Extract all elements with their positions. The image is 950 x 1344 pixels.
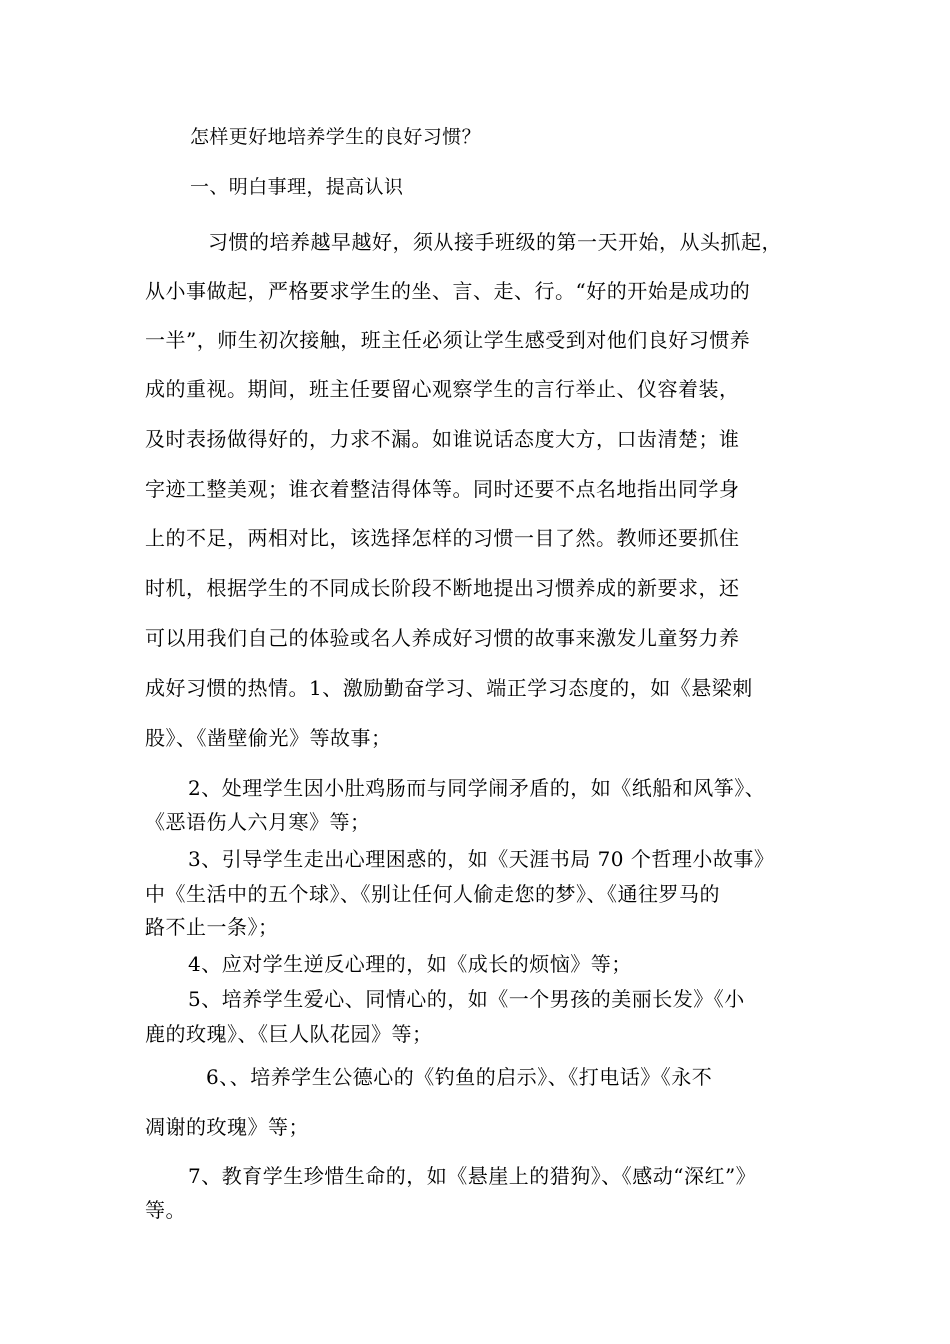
- list-item-line: 凋谢的玫瑰》等；: [145, 1115, 309, 1139]
- list-item-line: 中《生活中的五个球》、《别让任何人偷走您的梦》、《通往罗马的: [145, 882, 720, 906]
- list-item-line: 4、应对学生逆反心理的，如《成长的烦恼》等；: [188, 952, 632, 976]
- list-item-line: 2、处理学生因小肚鸡肠而与同学闹矛盾的，如《纸船和风筝》、: [188, 776, 766, 800]
- list-item-line: 3、引导学生走出心理困惑的，如《天涯书局 70 个哲理小故事》: [188, 847, 775, 871]
- paragraph-line: 及时表扬做得好的，力求不漏。如谁说话态度大方，口齿清楚；谁: [145, 427, 740, 451]
- paragraph-line: 从小事做起，严格要求学生的坐、言、走、行。“好的开始是成功的: [145, 279, 751, 303]
- paragraph-line: 时机，根据学生的不同成长阶段不断地提出习惯养成的新要求，还: [145, 576, 740, 600]
- section-heading-1: 一、明白事理，提高认识: [190, 176, 404, 198]
- list-item-line: 6、、培养学生公德心的《钓鱼的启示》、《打电话》《永不: [206, 1065, 713, 1089]
- list-item-line: 5、培养学生爱心、同情心的，如《一个男孩的美丽长发》《小: [188, 987, 745, 1011]
- paragraph-line: 字迹工整美观；谁衣着整洁得体等。同时还要不点名地指出同学身: [145, 477, 740, 501]
- paragraph-line: 成的重视。期间，班主任要留心观察学生的言行举止、仪容着装，: [145, 377, 740, 401]
- paragraph-line: 习惯的培养越早越好，须从接手班级的第一天开始，从头抓起，: [208, 230, 782, 254]
- paragraph-line: 一半”，师生初次接触，班主任必须让学生感受到对他们良好习惯养: [145, 328, 751, 352]
- list-item-line: 路不止一条》；: [145, 915, 279, 939]
- paragraph-line: 成好习惯的热情。1、激励勤奋学习、端正学习态度的，如《悬梁刺: [145, 676, 753, 700]
- paragraph-line: 可以用我们自己的体验或名人养成好习惯的故事来激发儿童努力养: [145, 626, 740, 650]
- list-item-line: 等。: [145, 1198, 186, 1222]
- list-item-line: 鹿的玫瑰》、《巨人队花园》等；: [145, 1022, 433, 1046]
- paragraph-line: 股》、《凿壁偷光》等故事；: [145, 726, 392, 750]
- document-title: 怎样更好地培养学生的良好习惯？: [190, 126, 482, 148]
- list-item-line: 7、教育学生珍惜生命的，如《悬崖上的猎狗》、《感动“深红”》: [188, 1164, 757, 1188]
- paragraph-line: 上的不足，两相对比，该选择怎样的习惯一目了然。教师还要抓住: [145, 526, 740, 550]
- list-item-line: 《恶语伤人六月寒》等；: [145, 810, 371, 834]
